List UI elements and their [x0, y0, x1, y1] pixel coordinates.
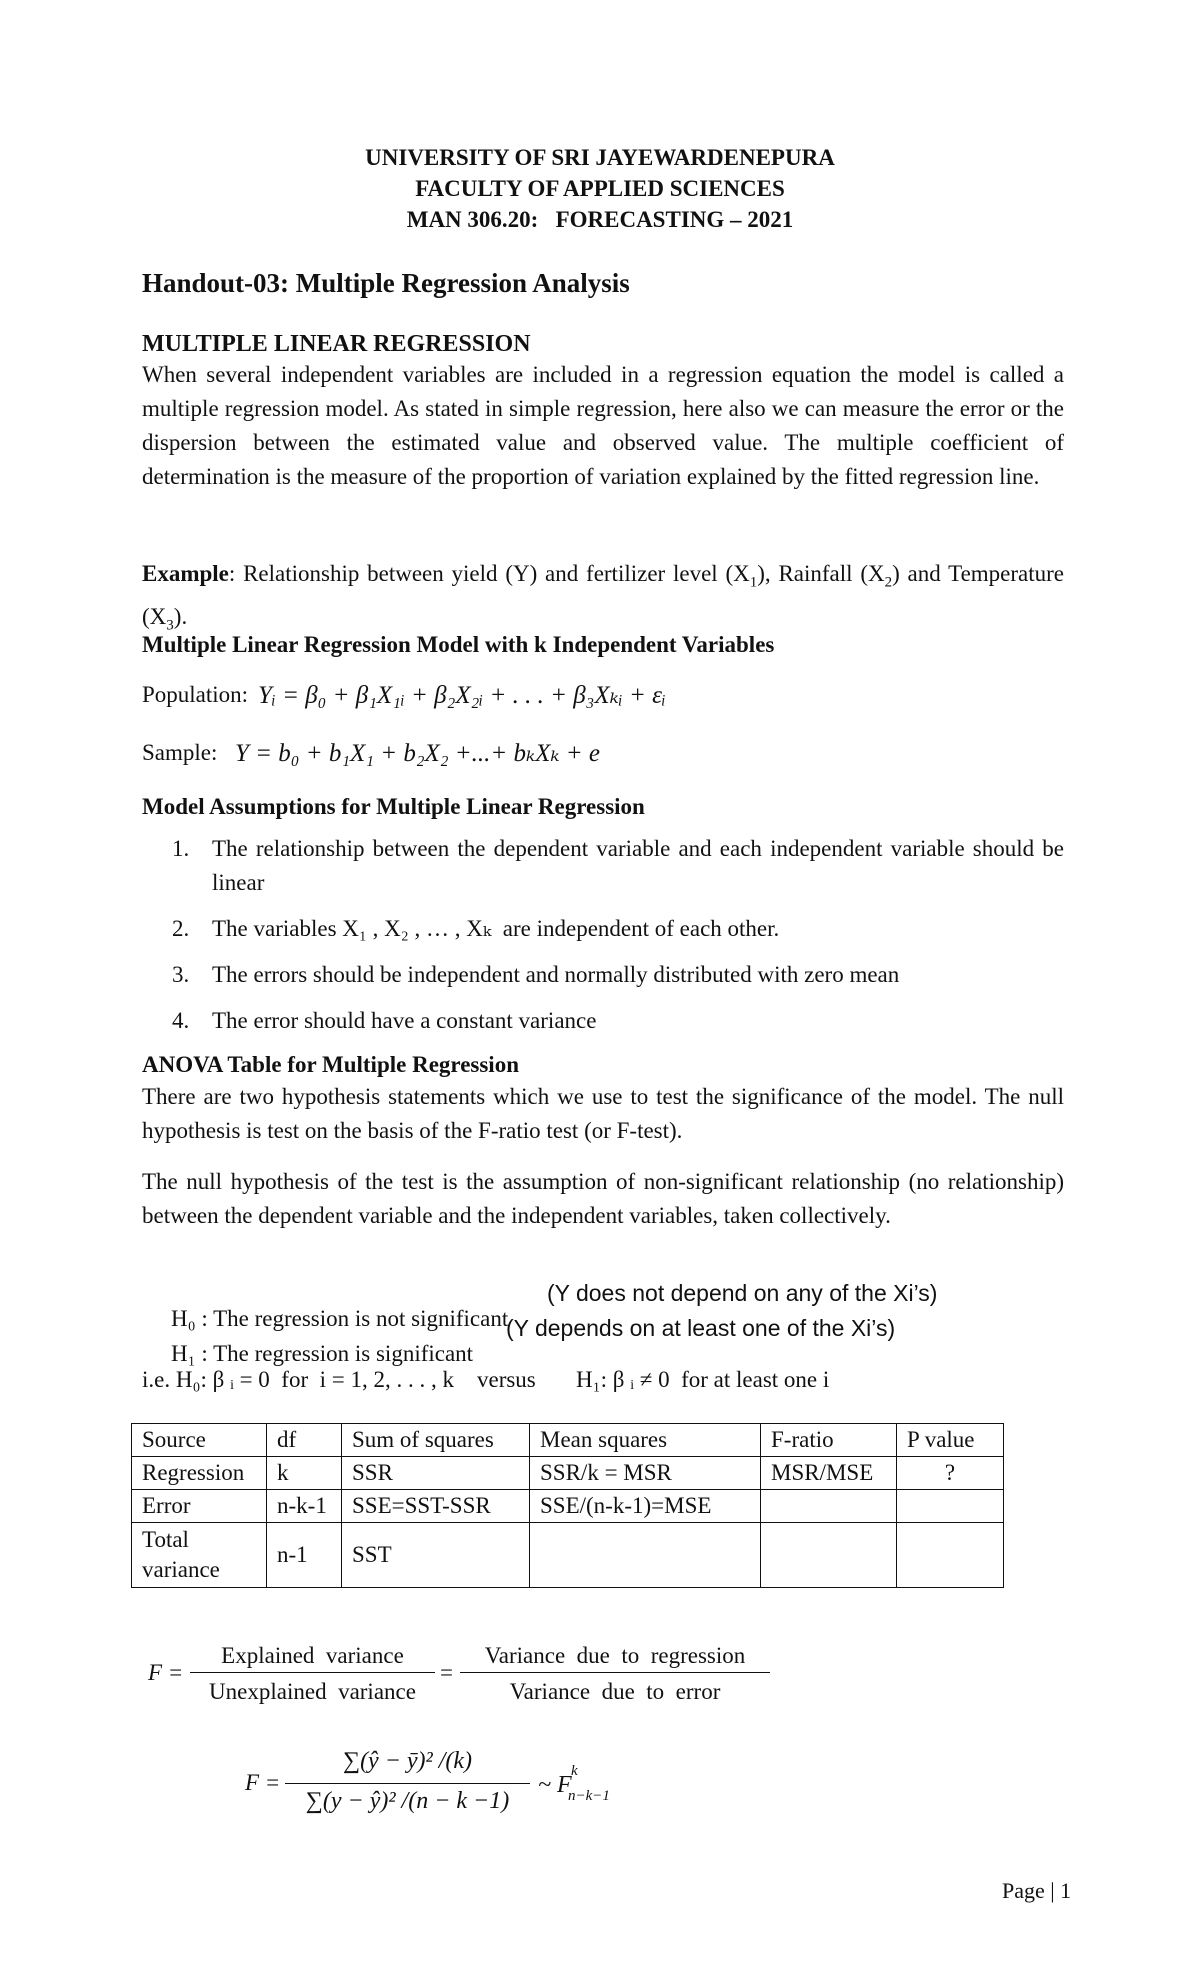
table-header-row [132, 1424, 1004, 1457]
table-header-cell: Source [132, 1424, 267, 1457]
formula1-lhs: F = [148, 1660, 184, 1685]
table-cell: ? [897, 1457, 1004, 1490]
table-header-cell: df [267, 1424, 342, 1457]
table-header-cell: Mean squares [530, 1424, 761, 1457]
anova-heading: ANOVA Table for Multiple Regression [142, 1052, 519, 1077]
table-cell: n-k-1 [267, 1490, 342, 1523]
example-label: Example [142, 561, 229, 586]
assumption-item: 1. The relationship between the dependent variable and each independent variable should be linear [172, 836, 1064, 895]
formula2-subscript: n−k−1 [568, 1788, 610, 1804]
alt-hypothesis-note: (Y depends on at least one of the Xi’s) [506, 1315, 896, 1341]
formula1-equals: = [440, 1660, 453, 1685]
formula2-numerator: ∑(ŷ − ȳ)² /(k) [342, 1748, 473, 1774]
anova-table [131, 1423, 1004, 1588]
table-cell: SSR [342, 1457, 530, 1490]
example-paragraph: Example: Relationship between yield (Y) and fertilizer level $(X_1)$, Rainfall $(X_2)$ and Temperature $(X_3)$. [142, 561, 1064, 634]
model-heading: Multiple Linear Regression Model with k Independent Variables [142, 632, 775, 657]
hypothesis-ie-line: i.e. H₀: β ᵢ = 0 for i = 1, 2, . . . , k versus H₁: β ᵢ ≠ 0 for at least one i [142, 1367, 830, 1392]
table-row [132, 1523, 1004, 1588]
table-row [132, 1457, 1004, 1490]
sample-label: Sample: [142, 740, 218, 765]
document-page: UNIVERSITY OF SRI JAYEWARDENEPURA FACULTY OF APPLIED SCIENCES MAN 306.20: FORECASTING – 2021 Handout-03: Multiple Regression Analysis MULTIPLE LINEAR REGRESSION When several independent variables are included in a regression equation the model is called a multiple regression model. As stated in simple regression, here also we can measure the error or the dispersion between the estimated value and observed value. The multiple coefficient of determination is the measure of the proportion of variation explained by the fitted regression line. Example: Relationship between yield (Y) and fertilizer level $(X_1)$, Rainfall $(X_2)$ and Temperature $(X_3)$. Multiple Linear Regression Model with k Independent Variables Population: Yᵢ = β₀ + β₁X₁ᵢ + β₂X₂ᵢ + . . . + β₃Xₖᵢ + εᵢ Sample: Y = b₀ + b₁X₁ + b₂X₂ +...+ bₖXₖ + e Model Assumptions for Multiple Linear Regression 1. The relationship between the dependent variable and each independent variable should be linear 2. The variables X₁ , X₂ , … , Xₖ are independent of each other. 3. The errors should be independent and normally distributed with zero mean 4. The error should have a constant variance ANOVA Table for Multiple Regression There are two hypothesis statements which we use to test the significance of the model. The null hypothesis is test on the basis of the F-ratio test (or F-test). The null hypothesis of the test is the assumption of non-significant relationship (no relationship) between the dependent variable and the independent variables, taken collectively. H₀ : The regression is not significant (Y does not depend on any of the Xi’s) H₁ : The regression is significant (Y depends on at least one of the Xi’s) i.e. H₀: β ᵢ = 0 for i = 1, 2, . . . , k versus H₁: β ᵢ ≠ 0 for at least one i Source df Sum of squares Mean squares F-ratio P value Regression k SSR SSR/k = MSR MSR/MSE ? Error n-k-1 SSE=SST-SSR SSE/(n-k-1)=MSE Total variance n-1 SST F = Explained variance Unexplained variance = Variance due to regression Variance due to error F = ∑(ŷ − ȳ)² /(k) ∑(y − ŷ)² /(n − k −1) ~ F k n−k−1 Page | 1 [0, 0, 1200, 1976]
population-label: Population: [142, 682, 249, 707]
table-cell [530, 1523, 761, 1588]
page-number: Page | 1 [1002, 1878, 1072, 1903]
table-header-cell: F-ratio [761, 1424, 897, 1457]
table-cell [761, 1490, 897, 1523]
table-cell: n-1 [267, 1523, 342, 1588]
population-equation: Yᵢ = β₀ + β₁X₁ᵢ + β₂X₂ᵢ + . . . + β₃Xₖᵢ + εᵢ [258, 682, 666, 709]
alt-hypothesis: H₁ : The regression is significant [171, 1341, 474, 1366]
table-cell: MSR/MSE [761, 1457, 897, 1490]
course-title: MAN 306.20: FORECASTING – 2021 [406, 207, 794, 232]
formula1-numerator-2: Variance due to regression [484, 1643, 746, 1668]
table-cell: SSR/k = MSR [530, 1457, 761, 1490]
table-row [132, 1490, 1004, 1523]
formula1-denominator-1: Unexplained variance [209, 1679, 416, 1704]
section-heading-mlr: MULTIPLE LINEAR REGRESSION [142, 331, 531, 357]
table-cell: k [267, 1457, 342, 1490]
formula2-distribution: ~ F [538, 1772, 572, 1798]
fraction-bar [460, 1672, 770, 1673]
table-cell [761, 1523, 897, 1588]
intro-paragraph: When several independent variables are included in a regression equation the model is called a multiple regression model. As stated in simple regression, here also we can measure the error or the dispersion between the estimated value and observed value. The multiple coefficient of determination is the measure of the proportion of variation explained by the fitted regression line. [142, 362, 1064, 489]
table-cell: SST [342, 1523, 530, 1588]
table-cell [897, 1490, 1004, 1523]
university-name: UNIVERSITY OF SRI JAYEWARDENEPURA [365, 145, 835, 170]
formula1-denominator-2: Variance due to error [509, 1679, 721, 1704]
assumptions-heading: Model Assumptions for Multiple Linear Regression [142, 794, 645, 819]
faculty-name: FACULTY OF APPLIED SCIENCES [415, 176, 785, 201]
table-cell: Regression [132, 1457, 267, 1490]
fraction-bar [190, 1672, 435, 1673]
sample-equation: Y = b₀ + b₁X₁ + b₂X₂ +...+ bₖXₖ + e [235, 740, 600, 767]
formula2-lhs: F = [245, 1770, 281, 1795]
table-cell: Error [132, 1490, 267, 1523]
null-hypothesis-note: (Y does not depend on any of the Xi’s) [547, 1280, 938, 1306]
table-header-cell: P value [897, 1424, 1004, 1457]
handout-title: Handout-03: Multiple Regression Analysis [142, 268, 630, 298]
anova-paragraph-2: The null hypothesis of the test is the assumption of non-significant relationship (no relationship) between the dependent variable and the independent variables, taken collectively. [142, 1169, 1064, 1228]
formula2-superscript: k [571, 1763, 578, 1779]
table-cell [897, 1523, 1004, 1588]
table-cell: SSE=SST-SSR [342, 1490, 530, 1523]
table-cell: SSE/(n-k-1)=MSE [530, 1490, 761, 1523]
null-hypothesis: H₀ : The regression is not significant [171, 1306, 509, 1331]
formula2-denominator: ∑(y − ŷ)² /(n − k −1) [305, 1788, 510, 1814]
table-cell: Total variance [132, 1523, 267, 1588]
fraction-bar [285, 1783, 530, 1784]
formula1-numerator-1: Explained variance [221, 1643, 404, 1668]
anova-paragraph-1: There are two hypothesis statements which we use to test the significance of the model. The null hypothesis is test on the basis of the F-ratio test (or F-test). [142, 1084, 1064, 1143]
table-header-cell: Sum of squares [342, 1424, 530, 1457]
